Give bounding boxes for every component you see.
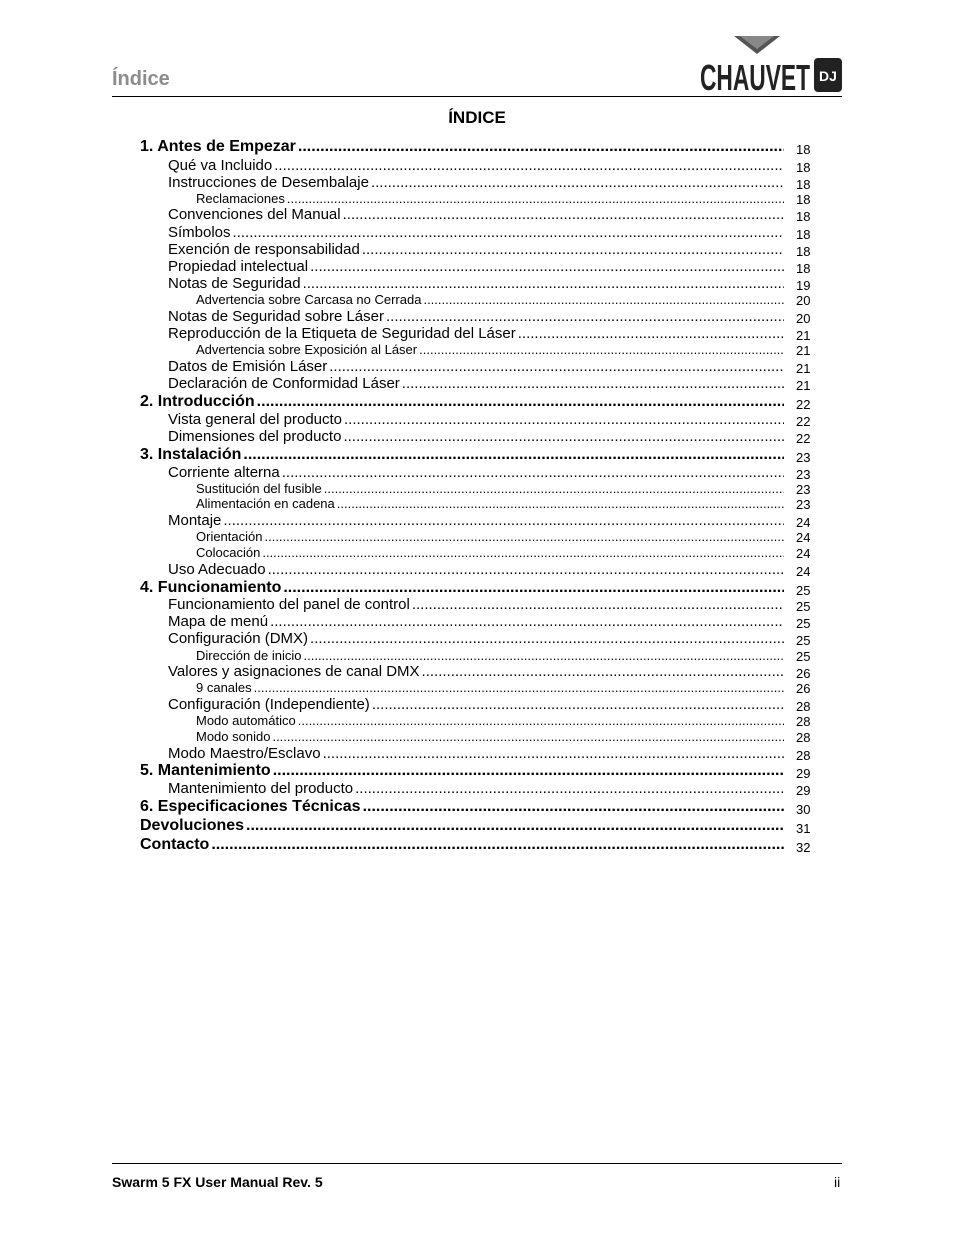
toc-entry[interactable] xyxy=(168,157,784,174)
toc-dot-leader xyxy=(274,157,784,174)
toc-dot-leader xyxy=(282,464,784,481)
toc-entry[interactable] xyxy=(168,358,784,375)
toc-entry-page: 18 xyxy=(796,177,811,192)
toc-entry-page: 28 xyxy=(796,699,811,714)
toc-entry-label: Contacto xyxy=(140,836,210,853)
toc-entry-label: 1. Antes de Empezar xyxy=(140,138,296,155)
toc-entry-page: 28 xyxy=(796,748,811,763)
toc-entry-page: 20 xyxy=(796,293,811,308)
logo-dj-mark xyxy=(814,58,842,92)
toc-entry[interactable] xyxy=(196,191,784,206)
toc-entry[interactable] xyxy=(196,713,784,728)
toc-entry-page: 25 xyxy=(796,633,811,648)
toc-entry[interactable] xyxy=(196,292,784,307)
toc-dot-leader xyxy=(287,191,784,206)
toc-entry[interactable] xyxy=(168,745,784,762)
toc-dot-leader xyxy=(268,561,784,578)
toc-entry[interactable] xyxy=(168,663,784,680)
toc-entry-page: 26 xyxy=(796,666,811,681)
toc-dot-leader xyxy=(233,224,784,241)
toc-entry[interactable] xyxy=(168,375,784,392)
toc-entry-label: 2. Introducción xyxy=(140,393,255,410)
toc-entry-page: 24 xyxy=(796,546,811,561)
toc-entry[interactable] xyxy=(168,780,784,797)
toc-entry-label: Colocación xyxy=(196,545,261,560)
toc-entry-label: Devoluciones xyxy=(140,817,245,834)
toc-entry-page: 22 xyxy=(796,431,811,446)
toc-entry-label: 5. Mantenimiento xyxy=(140,762,271,779)
toc-entry-label: Montaje xyxy=(168,512,222,529)
toc-entry-label: Modo automático xyxy=(196,713,296,728)
toc-entry-page: 18 xyxy=(796,209,811,224)
toc-entry[interactable] xyxy=(196,496,784,511)
toc-entry[interactable] xyxy=(140,138,784,156)
toc-entry-label: Exención de responsabilidad xyxy=(168,241,360,258)
toc-entry[interactable] xyxy=(168,258,784,275)
toc-entry[interactable] xyxy=(168,613,784,630)
toc-entry-label: Corriente alterna xyxy=(168,464,280,481)
toc-entry-page: 18 xyxy=(796,261,811,276)
toc-entry-label: Propiedad intelectual xyxy=(168,258,309,275)
toc-entry[interactable] xyxy=(196,529,784,544)
toc-dot-leader xyxy=(257,393,784,411)
toc-entry-label: Mapa de menú xyxy=(168,613,269,630)
toc-entry-label: Datos de Emisión Láser xyxy=(168,358,328,375)
toc-entry-page: 30 xyxy=(796,802,811,817)
toc-dot-leader xyxy=(423,292,784,307)
toc-entry-page: 22 xyxy=(796,414,811,429)
toc-dot-leader xyxy=(273,762,784,780)
toc-entry-label: 3. Instalación xyxy=(140,446,242,463)
toc-entry-label: Dimensiones del producto xyxy=(168,428,342,445)
toc-entry-label: Mantenimiento del producto xyxy=(168,780,354,797)
toc-dot-leader xyxy=(264,529,784,544)
logo-crown-icon xyxy=(734,36,780,54)
toc-entry[interactable] xyxy=(140,762,784,780)
toc-entry[interactable] xyxy=(168,561,784,578)
toc-entry-page: 21 xyxy=(796,378,811,393)
toc-entry-label: Alimentación en cadena xyxy=(196,496,335,511)
toc-entry[interactable] xyxy=(168,224,784,241)
toc-dot-leader xyxy=(386,308,784,325)
toc-entry-page: 23 xyxy=(796,450,811,465)
toc-entry-label: Valores y asignaciones de canal DMX xyxy=(168,663,420,680)
toc-entry-page: 25 xyxy=(796,599,811,614)
toc-dot-leader xyxy=(243,446,784,464)
toc-entry-page: 18 xyxy=(796,160,811,175)
toc-entry-page: 23 xyxy=(796,497,811,512)
toc-dot-leader xyxy=(272,729,784,744)
toc-dot-leader xyxy=(323,745,784,762)
toc-dot-leader xyxy=(304,648,785,663)
toc-dot-leader xyxy=(211,836,784,854)
toc-entry-label: Notas de Seguridad sobre Láser xyxy=(168,308,384,325)
toc-entry-page: 22 xyxy=(796,397,811,412)
toc-entry-label: Advertencia sobre Carcasa no Cerrada xyxy=(196,292,422,307)
toc-entry-page: 18 xyxy=(796,227,811,242)
toc-entry-page: 20 xyxy=(796,311,811,326)
toc-entry-label: Vista general del producto xyxy=(168,411,343,428)
toc-dot-leader xyxy=(412,596,784,613)
toc-dot-leader xyxy=(303,275,784,292)
toc-entry[interactable] xyxy=(140,817,784,835)
toc-entry[interactable] xyxy=(168,206,784,223)
toc-entry-label: Orientación xyxy=(196,529,263,544)
toc-entry[interactable] xyxy=(168,696,784,713)
toc-entry[interactable] xyxy=(140,836,784,854)
toc-dot-leader xyxy=(324,481,784,496)
toc-entry-page: 23 xyxy=(796,467,811,482)
footer-page-number: ii xyxy=(834,1174,841,1190)
toc-entry-label: Declaración de Conformidad Láser xyxy=(168,375,400,392)
toc-entry-label: Uso Adecuado xyxy=(168,561,266,578)
toc-entry[interactable] xyxy=(168,325,784,342)
toc-dot-leader xyxy=(363,798,784,816)
toc-entry-label: Modo Maestro/Esclavo xyxy=(168,745,321,762)
toc-entry-page: 18 xyxy=(796,192,811,207)
toc-heading: ÍNDICE xyxy=(448,108,506,127)
toc-entry-page: 29 xyxy=(796,783,811,798)
toc-dot-leader xyxy=(223,512,784,529)
toc-entry-label: 6. Especificaciones Técnicas xyxy=(140,798,361,815)
toc-entry[interactable] xyxy=(168,174,784,191)
toc-dot-leader xyxy=(344,411,784,428)
toc-entry-label: Funcionamiento del panel de control xyxy=(168,596,410,613)
page-header-title: Índice xyxy=(112,68,170,90)
toc-dot-leader xyxy=(329,358,784,375)
toc-entry[interactable] xyxy=(196,648,784,663)
toc-entry[interactable] xyxy=(140,579,784,597)
toc-entry-label: Símbolos xyxy=(168,224,231,241)
toc-entry-page: 29 xyxy=(796,766,811,781)
toc-entry-page: 18 xyxy=(796,244,811,259)
toc-entry-page: 21 xyxy=(796,328,811,343)
toc-entry-page: 24 xyxy=(796,530,811,545)
toc-dot-leader xyxy=(355,780,784,797)
toc-entry-page: 24 xyxy=(796,564,811,579)
toc-dot-leader xyxy=(262,545,784,560)
toc-dot-leader xyxy=(343,428,784,445)
toc-entry-page: 25 xyxy=(796,583,811,598)
toc-entry[interactable] xyxy=(196,680,784,695)
toc-entry-label: Instrucciones de Desembalaje xyxy=(168,174,369,191)
toc-entry[interactable] xyxy=(168,275,784,292)
toc-entry[interactable] xyxy=(168,630,784,647)
chauvet-dj-logo xyxy=(700,34,845,94)
toc-entry-page: 28 xyxy=(796,730,811,745)
toc-entry[interactable] xyxy=(196,342,784,357)
toc-entry-label: Notas de Seguridad xyxy=(168,275,301,292)
toc-entry-label: Configuración (Independiente) xyxy=(168,696,370,713)
toc-entry-label: Reclamaciones xyxy=(196,191,285,206)
toc-entry-label: Sustitución del fusible xyxy=(196,481,322,496)
toc-entry-page: 23 xyxy=(796,482,811,497)
toc-entry-page: 24 xyxy=(796,515,811,530)
toc-entry[interactable] xyxy=(196,729,784,744)
toc-dot-leader xyxy=(372,696,784,713)
toc-dot-leader xyxy=(343,206,784,223)
toc-entry-label: Qué va Incluido xyxy=(168,157,273,174)
toc-entry-label: Dirección de inicio xyxy=(196,648,302,663)
toc-dot-leader xyxy=(337,496,784,511)
header-rule xyxy=(112,96,842,97)
toc-entry-page: 25 xyxy=(796,616,811,631)
toc-dot-leader xyxy=(298,713,784,728)
toc-dot-leader xyxy=(419,342,784,357)
toc-entry[interactable] xyxy=(140,798,784,816)
toc-entry-label: 4. Funcionamiento xyxy=(140,579,282,596)
toc-entry-page: 21 xyxy=(796,361,811,376)
toc-dot-leader xyxy=(402,375,784,392)
toc-entry-page: 28 xyxy=(796,714,811,729)
toc-entry-page: 18 xyxy=(796,142,811,157)
toc-entry[interactable] xyxy=(168,308,784,325)
toc-entry-page: 19 xyxy=(796,278,811,293)
toc-entry[interactable] xyxy=(196,481,784,496)
toc-dot-leader xyxy=(362,241,784,258)
toc-entry-label: Configuración (DMX) xyxy=(168,630,309,647)
toc-entry-label: Modo sonido xyxy=(196,729,271,744)
toc-entry-page: 25 xyxy=(796,649,811,664)
toc-entry[interactable] xyxy=(168,241,784,258)
toc-entry-label: Advertencia sobre Exposición al Láser xyxy=(196,342,418,357)
toc-entry[interactable] xyxy=(196,545,784,560)
toc-entry[interactable] xyxy=(140,446,784,464)
toc-entry-page: 32 xyxy=(796,840,811,855)
toc-dot-leader xyxy=(310,630,784,647)
toc-dot-leader xyxy=(310,258,784,275)
toc-dot-leader xyxy=(518,325,784,342)
toc-entry-page: 21 xyxy=(796,343,811,358)
logo-wordmark: CHAUVET xyxy=(700,57,810,94)
toc-entry-label: Convenciones del Manual xyxy=(168,206,341,223)
toc-entry[interactable] xyxy=(168,596,784,613)
logo-dj-text: DJ xyxy=(819,68,837,84)
toc-dot-leader xyxy=(371,174,784,191)
toc-entry-page: 26 xyxy=(796,681,811,696)
toc-entry[interactable] xyxy=(168,411,784,428)
toc-entry[interactable] xyxy=(168,464,784,481)
footer-manual-title: Swarm 5 FX User Manual Rev. 5 xyxy=(112,1174,323,1190)
toc-entry-page: 31 xyxy=(796,821,811,836)
toc-entry[interactable] xyxy=(140,393,784,411)
toc-dot-leader xyxy=(298,138,784,156)
toc-dot-leader xyxy=(270,613,784,630)
toc-entry[interactable] xyxy=(168,428,784,445)
toc-entry-label: 9 canales xyxy=(196,680,252,695)
toc-dot-leader xyxy=(246,817,784,835)
footer-rule xyxy=(112,1163,842,1164)
toc-dot-leader xyxy=(254,680,784,695)
toc-dot-leader xyxy=(283,579,784,597)
toc-entry[interactable] xyxy=(168,512,784,529)
toc-entry-label: Reproducción de la Etiqueta de Seguridad del Láser xyxy=(168,325,516,342)
toc-dot-leader xyxy=(422,663,784,680)
